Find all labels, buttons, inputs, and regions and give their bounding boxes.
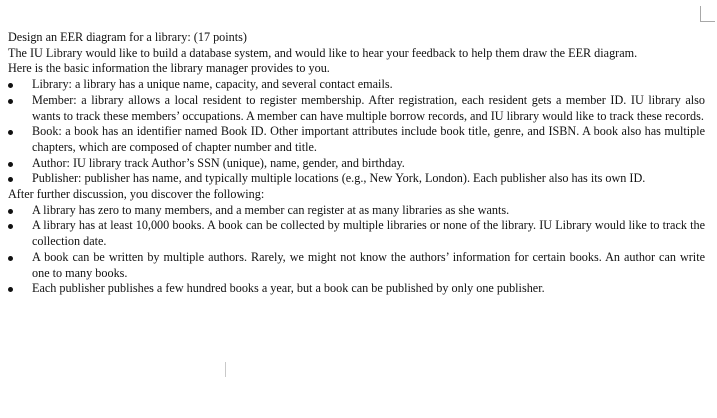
list-item [8,171,705,187]
bullet-icon [8,256,13,261]
bullet-icon [8,162,13,167]
list-item [8,218,705,249]
list-item [8,93,705,124]
list-item-text: Member: a library allows a local resident to register membership. After registration, each resident gets a member ID. IU library also wants to track these members’ occupations. A member can have multiple borrow records, and IU library would like to track these records. [32,92,705,123]
page-corner-mark [700,6,715,22]
list-item-text: A library has at least 10,000 books. A book can be collected by multiple libraries or none of the library. IU Library would like to track the collection date. [32,218,705,249]
bullet-icon [8,99,13,104]
bullet-icon [8,224,13,229]
list-item [8,250,705,281]
list-item-text: Author: IU library track Author’s SSN (unique), name, gender, and birthday. [32,155,405,170]
document-body[interactable] [8,30,705,297]
list-item-text: Library: a library has a unique name, capacity, and several contact emails. [32,77,393,92]
list-item-text: Each publisher publishes a few hundred books a year, but a book can be published by only one publisher. [32,281,545,296]
text-cursor [225,362,226,377]
question-title: Design an EER diagram for a library: (17 points) [8,30,247,44]
bullet-icon [8,177,13,182]
bullet-icon [8,209,13,214]
further-list [8,203,705,297]
list-item [8,77,705,93]
bullet-icon [8,287,13,292]
requirements-list [8,77,705,187]
list-item-text: Book: a book has an identifier named Book ID. Other important attributes include book title, genre, and ISBN. A book also has multiple chapters, which are composed of chapter number and title. [32,124,705,154]
list-item [8,124,705,155]
list-item-text: A book can be written by multiple authors. Rarely, we might not know the authors’ information for certain books. An author can write one to many books. [32,249,705,280]
intro-line-2: Here is the basic information the library manager provides to you. [8,61,330,76]
list-item-text: Publisher: publisher has name, and typically multiple locations (e.g., New York, London). Each publisher also has its own ID. [32,171,646,186]
list-item-text: A library has zero to many members, and a member can register at as many libraries as she wants. [32,202,510,217]
further-heading: After further discussion, you discover the following: [8,187,265,202]
intro-line-1: The IU Library would like to build a database system, and would like to hear your feedback to help them draw the EER diagram. [8,45,638,60]
list-item [8,156,705,172]
list-item [8,203,705,219]
bullet-icon [8,130,13,135]
list-item [8,281,705,297]
bullet-icon [8,83,13,88]
